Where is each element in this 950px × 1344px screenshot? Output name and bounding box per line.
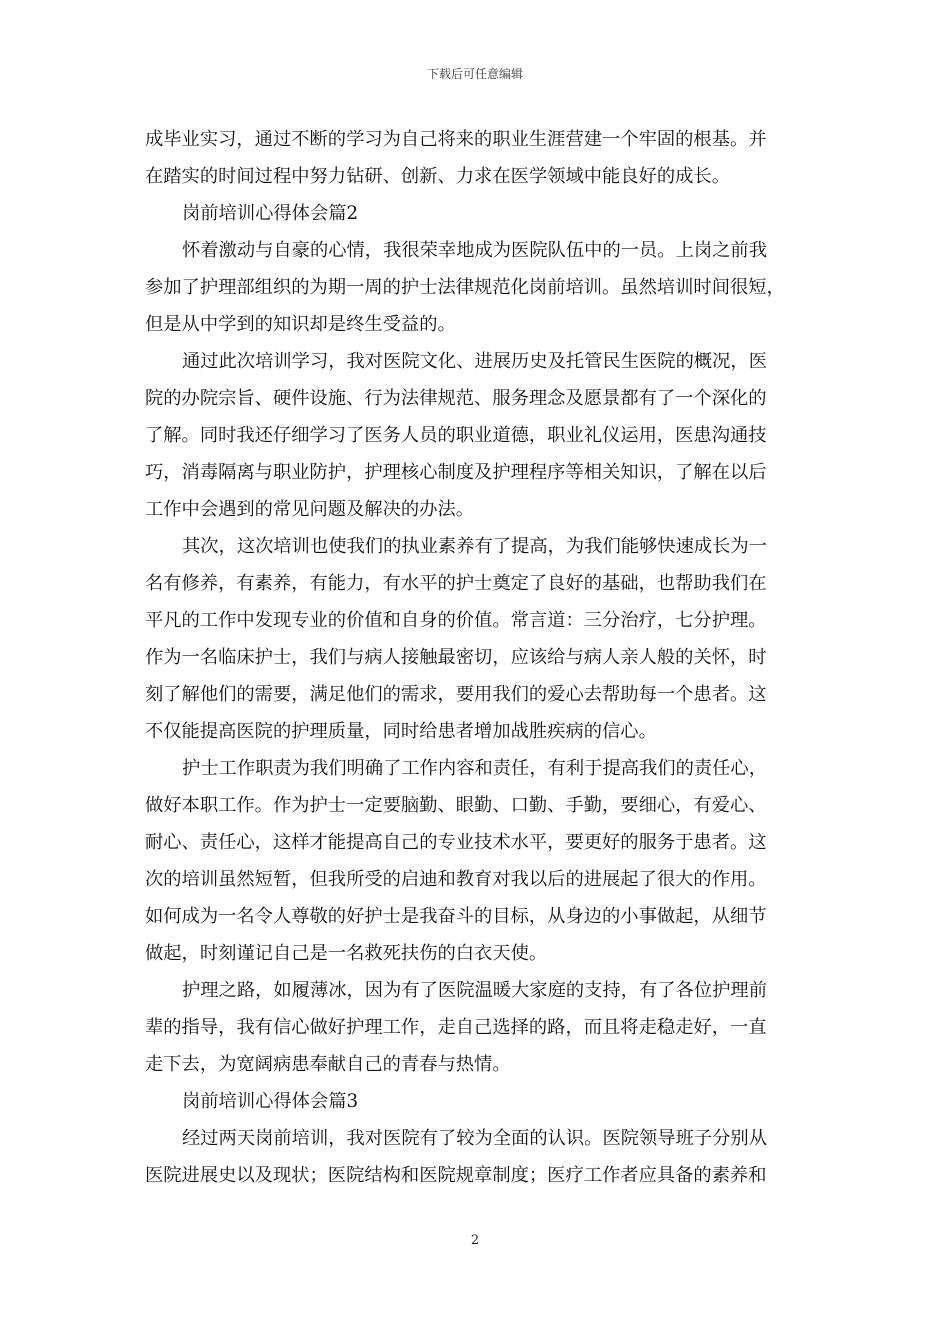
text-line: 护士工作职责为我们明确了工作内容和责任，有利于提高我们的责任心， [182,758,767,779]
text-line: 通过此次培训学习，我对医院文化、进展历史及托管民生医院的概况，医 [182,351,767,372]
text-line: 成毕业实习，通过不断的学习为自己将来的职业生涯营建一个牢固的根基。并 [145,129,767,150]
text-line: 但是从中学到的知识却是终生受益的。 [145,314,456,335]
text-line: 做起，时刻谨记自己是一名救死扶伤的白衣天使。 [145,943,548,964]
text-line: 次的培训虽然短暂，但我所受的启迪和教育对我以后的进展起了很大的作用。 [145,869,767,890]
text-line: 院的办院宗旨、硬件设施、行为法律规范、服务理念及愿景都有了一个深化的 [145,388,767,409]
text-line: 平凡的工作中发现专业的价值和自身的价值。常言道：三分治疗，七分护理。 [145,610,767,631]
text-line: 如何成为一名令人尊敬的好护士是我奋斗的目标，从身边的小事做起，从细节 [145,906,767,927]
text-line: 在踏实的时间过程中努力钻研、创新、力求在医学领域中能良好的成长。 [145,166,730,187]
text-line: 刻了解他们的需要，满足他们的需求，要用我们的爱心去帮助每一个患者。这 [145,684,767,705]
text-line: 医院进展史以及现状；医院结构和医院规章制度；医疗工作者应具备的素养和 [145,1165,767,1186]
text-line: 岗前培训心得体会篇3 [182,1091,359,1112]
text-line: 了解。同时我还仔细学习了医务人员的职业道德，职业礼仪运用，医患沟通技 [145,425,767,446]
text-line: 岗前培训心得体会篇2 [182,203,359,224]
text-line: 耐心、责任心，这样才能提高自己的专业技术水平，要更好的服务于患者。这 [145,832,767,853]
text-line: 怀着激动与自豪的心情，我很荣幸地成为医院队伍中的一员。上岗之前我 [182,240,767,261]
text-line: 工作中会遇到的常见问题及解决的办法。 [145,499,475,520]
document-body [145,121,807,1194]
text-line: 辈的指导，我有信心做好护理工作，走自己选择的路，而且将走稳走好，一直 [145,1017,767,1038]
text-line: 经过两天岗前培训，我对医院有了较为全面的认识。医院领导班子分别从 [182,1128,767,1149]
text-line: 巧，消毒隔离与职业防护，护理核心制度及护理程序等相关知识，了解在以后 [145,462,767,483]
text-line: 走下去，为宽阔病患奉献自己的青春与热情。 [145,1054,511,1075]
text-line: 做好本职工作。作为护士一定要脑勤、眼勤、口勤、手勤，要细心，有爱心、 [145,795,767,816]
text-line: 护理之路，如履薄冰，因为有了医院温暖大家庭的支持，有了各位护理前 [182,980,767,1001]
text-line: 名有修养，有素养，有能力，有水平的护士奠定了良好的基础，也帮助我们在 [145,573,767,594]
page-number: 2 [470,1233,480,1248]
page-header: 下载后可任意编辑 [426,67,523,81]
text-line: 其次，这次培训也使我们的执业素养有了提高，为我们能够快速成长为一 [182,536,767,557]
text-line: 不仅能提高医院的护理质量，同时给患者增加战胜疾病的信心。 [145,721,657,742]
text-line: 作为一名临床护士，我们与病人接触最密切，应该给与病人亲人般的关怀，时 [145,647,767,668]
text-line: 参加了护理部组织的为期一周的护士法律规范化岗前培训。虽然培训时间很短， [145,277,785,298]
